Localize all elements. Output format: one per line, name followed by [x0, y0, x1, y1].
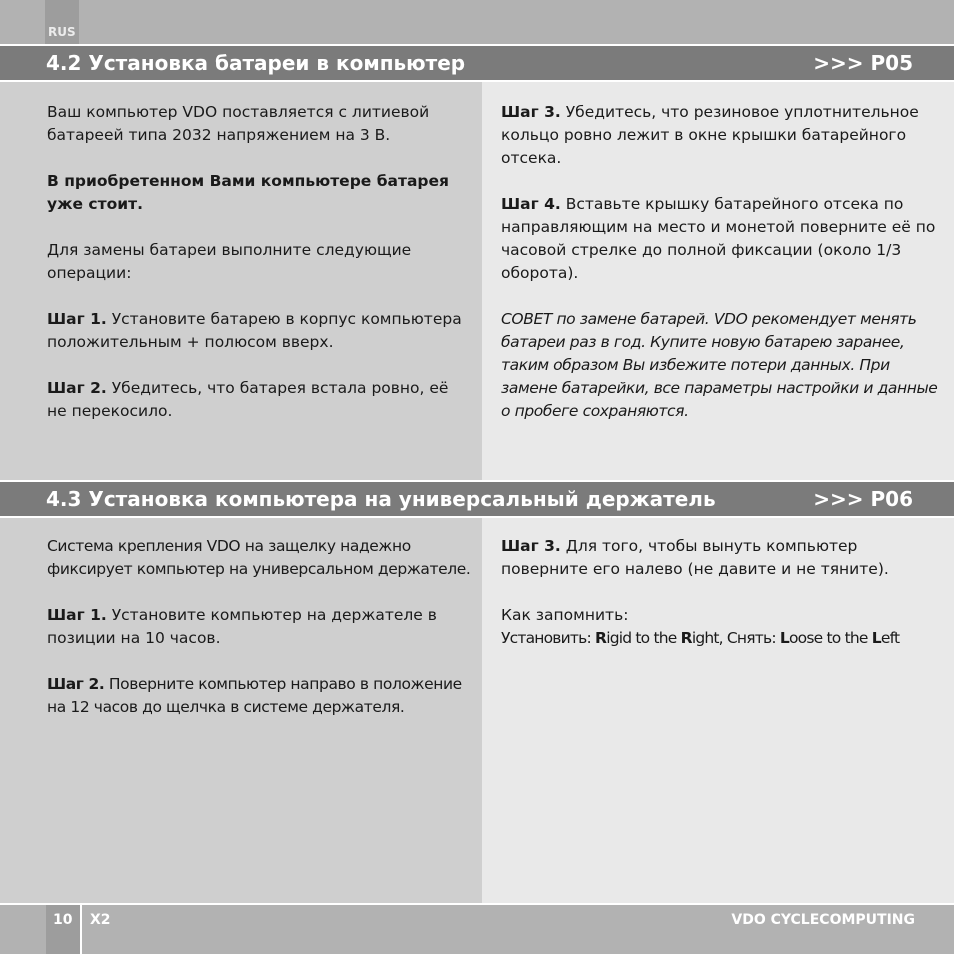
- brand-name: VDO CYCLECOMPUTING: [731, 912, 915, 928]
- section-4-2-right-column: [501, 101, 938, 446]
- preinstalled-note: В приобретенном Вами компьютере батарея уже стоит.: [47, 172, 449, 213]
- language-label: RUS: [48, 25, 76, 39]
- footer-separator: [80, 905, 82, 954]
- section-4-3-header: [0, 482, 954, 516]
- language-tab: [45, 0, 79, 44]
- battery-step-1: Шаг 1. Установите батарею в корпус компьютера положительным + полюсом вверх.: [47, 310, 462, 351]
- section-4-3-left-column: [47, 535, 472, 742]
- section-4-2-title: 4.2 Установка батареи в компьютер: [46, 51, 466, 75]
- battery-step-4: Шаг 4. Вставьте крышку батарейного отсека по направляющим на место и монетой поверните её по часовой стрелке до полной фиксации (около 1/3 оборота).: [501, 195, 936, 282]
- remember-label: Как запомнить:: [501, 606, 629, 624]
- page-number: 10: [53, 912, 73, 928]
- model-name: X2: [90, 912, 111, 928]
- mount-step-2: Шаг 2. Поверните компьютер направо в положение на 12 часов до щелчка в системе держателя.: [47, 675, 462, 716]
- battery-tip: СОВЕТ по замене батарей. VDO рекомендует менять батареи раз в год. Купите новую батарею заранее, таким образом Вы избежите потери данных. При замене батарейки, все параметры настройки и данные о пробеге сохраняются.: [501, 310, 938, 420]
- mount-step-3: Шаг 3. Для того, чтобы вынуть компьютер поверните его налево (не давите и не тяните).: [501, 537, 889, 578]
- replace-instructions: Для замены батареи выполните следующие операции:: [47, 241, 412, 282]
- section-4-2-header: [0, 46, 954, 80]
- top-band: [0, 0, 954, 44]
- intro-paragraph: Ваш компьютер VDO поставляется с литиевой батареей типа 2032 напряжением на 3 В.: [47, 103, 430, 144]
- section-4-2-left-column: [47, 101, 472, 446]
- battery-step-2: Шаг 2. Убедитесь, что батарея встала ровно, её не перекосило.: [47, 379, 449, 420]
- battery-step-3: Шаг 3. Убедитесь, что резиновое уплотнительное кольцо ровно лежит в окне крышки батарейного отсека.: [501, 103, 919, 167]
- section-4-3-title: 4.3 Установка компьютера на универсальный держатель: [46, 487, 716, 511]
- mount-step-1: Шаг 1. Установите компьютер на держателе в позиции на 10 часов.: [47, 606, 437, 647]
- section-4-3-page-ref: >>> P06: [813, 487, 913, 511]
- mount-intro: Система крепления VDO на защелку надежно фиксирует компьютер на универсальном держателе.: [47, 537, 471, 578]
- mnemonic: Установить: Rigid to the Right, Снять: Loose to the Left: [501, 629, 900, 647]
- section-4-2-page-ref: >>> P05: [813, 51, 913, 75]
- section-4-3-right-column: [501, 535, 938, 650]
